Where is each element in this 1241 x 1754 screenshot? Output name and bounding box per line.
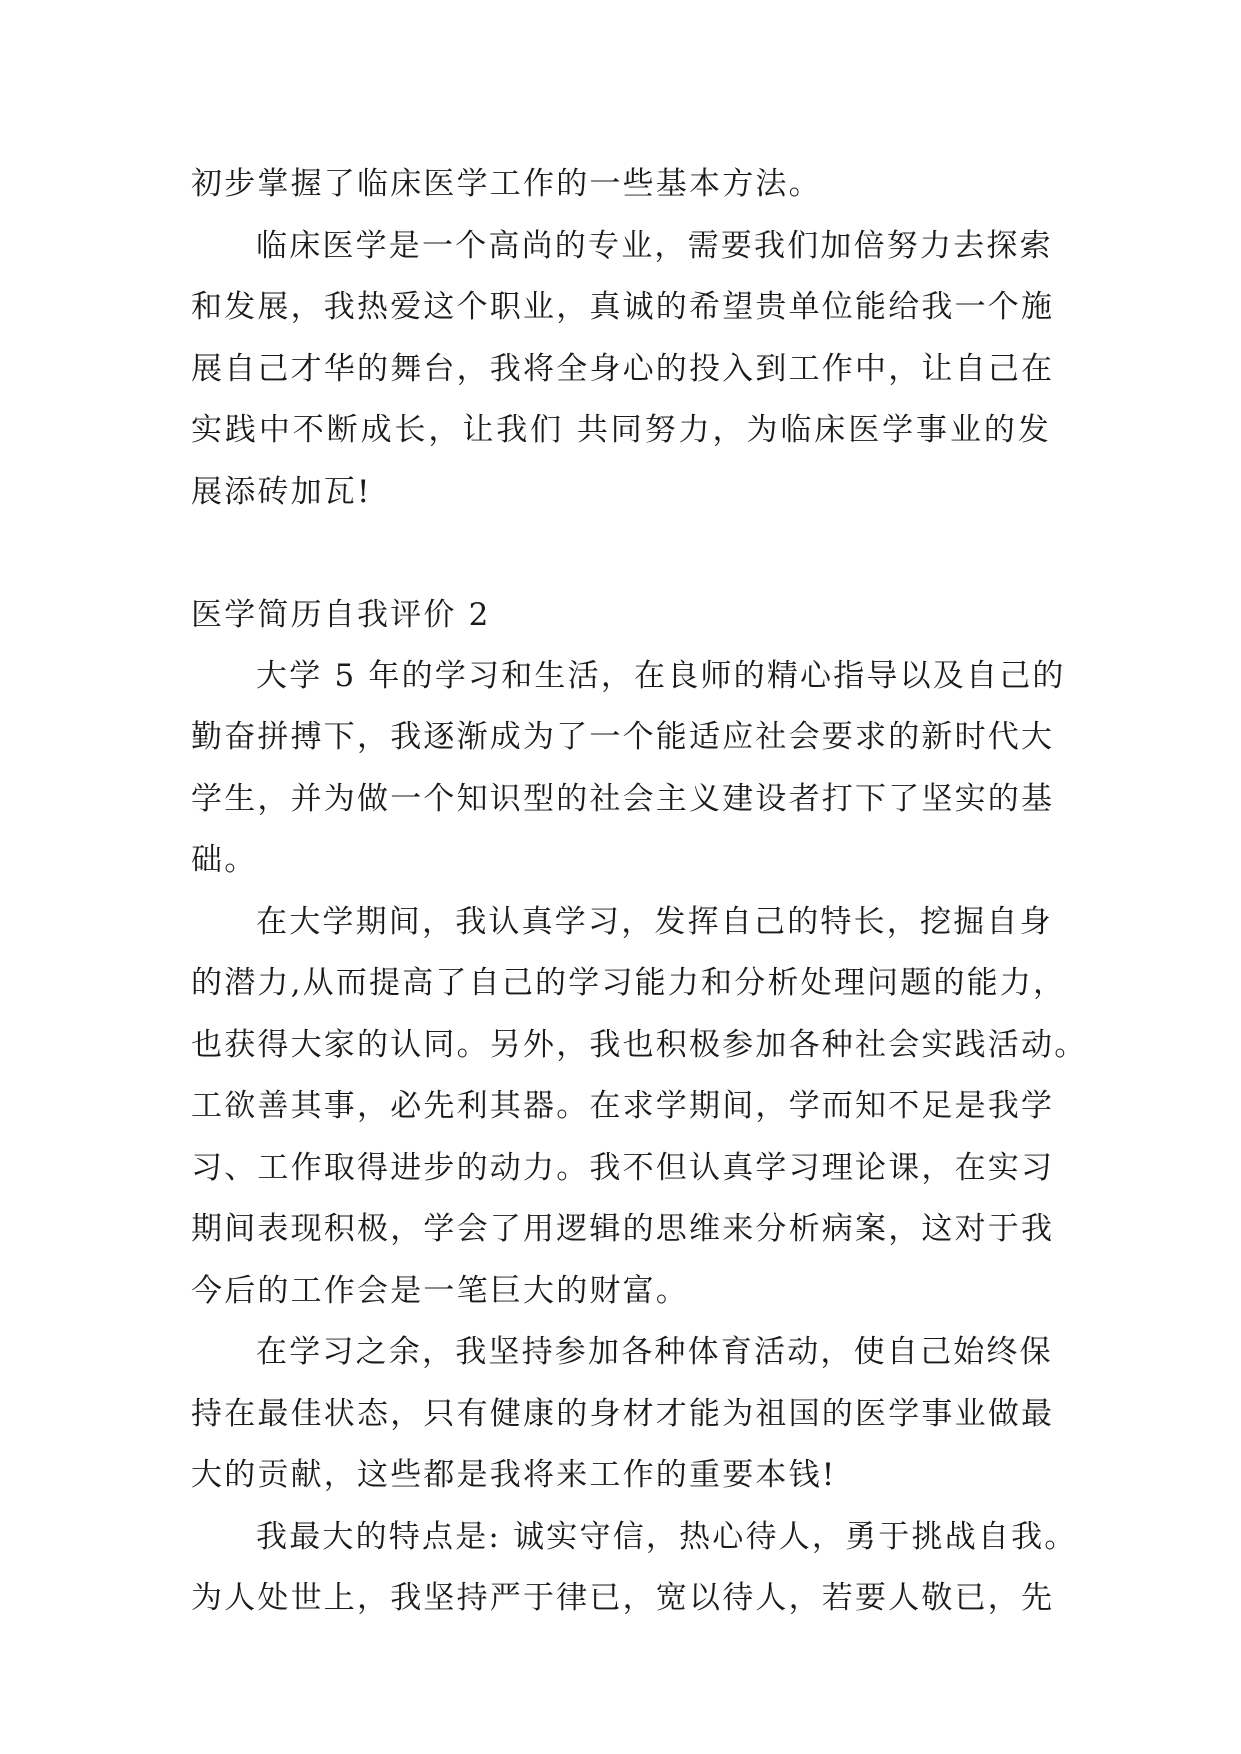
- paragraph-line: 我最大的特点是: 诚实守信，热心待人，勇于挑战自我。: [256, 1519, 1078, 1555]
- paragraph-line: 为人处世上，我坚持严于律已，宽以待人，若要人敬已，先: [191, 1580, 1055, 1616]
- paragraph-line: 今后的工作会是一笔巨大的财富。: [191, 1273, 689, 1309]
- paragraph-line: 也获得大家的认同。另外，我也积极参加各种社会实践活动。: [191, 1027, 1088, 1063]
- paragraph-line: 初步掌握了临床医学工作的一些基本方法。: [191, 166, 822, 202]
- section-heading: 医学简历自我评价 2: [191, 597, 491, 633]
- paragraph-line: 展添砖加瓦!: [191, 474, 372, 510]
- paragraph-line: 持在最佳状态，只有健康的身材才能为祖国的医学事业做最: [191, 1396, 1055, 1432]
- paragraph-line: 实践中不断成长，让我们 共同努力，为临床医学事业的发: [191, 412, 1051, 448]
- paragraph-line: 学生，并为做一个知识型的社会主义建设者打下了坚实的基: [191, 781, 1055, 817]
- paragraph-line: 的潜力,从而提高了自己的学习能力和分析处理问题的能力，: [191, 965, 1067, 1001]
- paragraph-line: 期间表现积极，学会了用逻辑的思维来分析病案，这对于我: [191, 1211, 1055, 1247]
- paragraph-line: 在学习之余，我坚持参加各种体育活动，使自己始终保: [256, 1334, 1053, 1370]
- paragraph-line: 大的贡献，这些都是我将来工作的重要本钱!: [191, 1457, 837, 1493]
- paragraph-line: 勤奋拼搏下，我逐渐成为了一个能适应社会要求的新时代大: [191, 719, 1055, 755]
- paragraph-line: 和发展，我热爱这个职业，真诚的希望贵单位能给我一个施: [191, 289, 1055, 325]
- paragraph-line: 习、工作取得进步的动力。我不但认真学习理论课，在实习: [191, 1150, 1055, 1186]
- paragraph-line: 大学 5 年的学习和生活，在良师的精心指导以及自己的: [256, 658, 1066, 694]
- paragraph-line: 临床医学是一个高尚的专业，需要我们加倍努力去探索: [256, 228, 1053, 264]
- paragraph-line: 工欲善其事，必先利其器。在求学期间，学而知不足是我学: [191, 1088, 1055, 1124]
- paragraph-line: 展自己才华的舞台，我将全身心的投入到工作中，让自己在: [191, 351, 1055, 387]
- paragraph-line: 在大学期间，我认真学习，发挥自己的特长，挖掘自身: [256, 904, 1053, 940]
- paragraph-line: 础。: [191, 842, 258, 878]
